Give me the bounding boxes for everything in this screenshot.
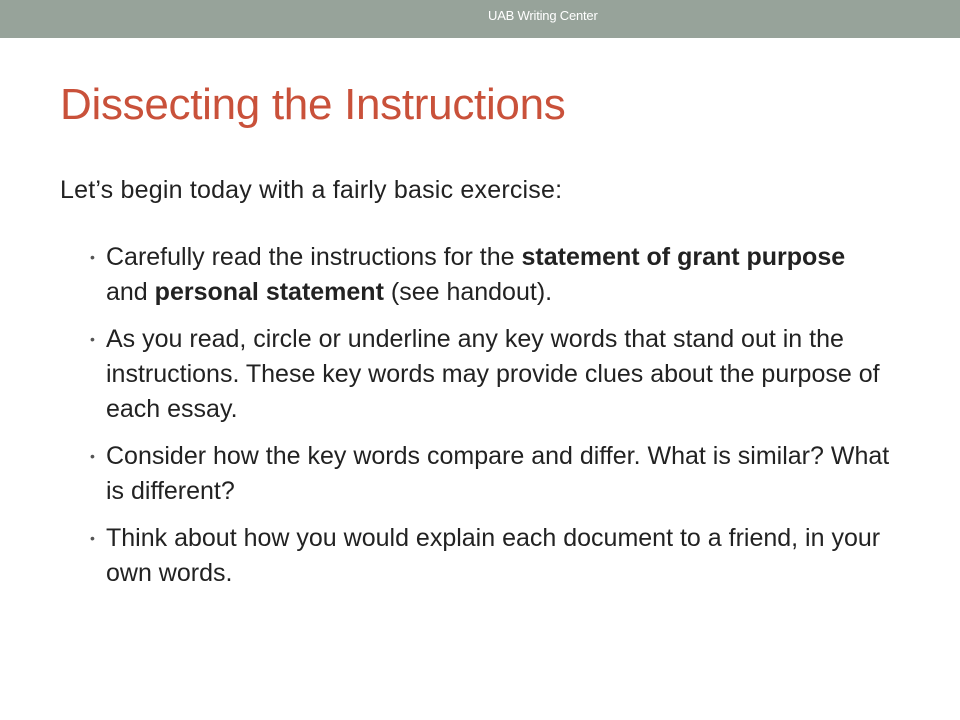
slide-title: Dissecting the Instructions [60, 80, 566, 129]
bullet-icon: • [90, 448, 95, 464]
bullet-text [106, 243, 845, 306]
bullet-item [90, 521, 890, 591]
bullet-text: As you read, circle or underline any key words that stand out in the instructions. These key words may provide clues about the purpose of each essay. [106, 325, 880, 423]
bullet-text-segment: (see handout). [383, 278, 553, 306]
bullet-text: Consider how the key words compare and differ. What is similar? What is different? [106, 442, 890, 505]
bullet-list [90, 240, 890, 603]
bullet-icon: • [90, 331, 95, 347]
bullet-item [90, 439, 890, 509]
bullet-text-segment: Carefully read the instructions for the [106, 243, 522, 271]
bullet-icon: • [90, 530, 95, 546]
bullet-text-segment: and [106, 278, 155, 306]
header-band [0, 0, 960, 38]
bullet-text: Think about how you would explain each document to a friend, in your own words. [106, 524, 881, 587]
bullet-item [90, 240, 890, 310]
bullet-icon: • [90, 249, 95, 265]
bullet-bold-segment: statement of grant purpose [521, 243, 846, 271]
bullet-bold-segment: personal statement [154, 278, 384, 306]
intro-text: Let’s begin today with a fairly basic exercise: [60, 176, 563, 204]
header-label: UAB Writing Center [488, 8, 598, 23]
bullet-item [90, 322, 890, 427]
